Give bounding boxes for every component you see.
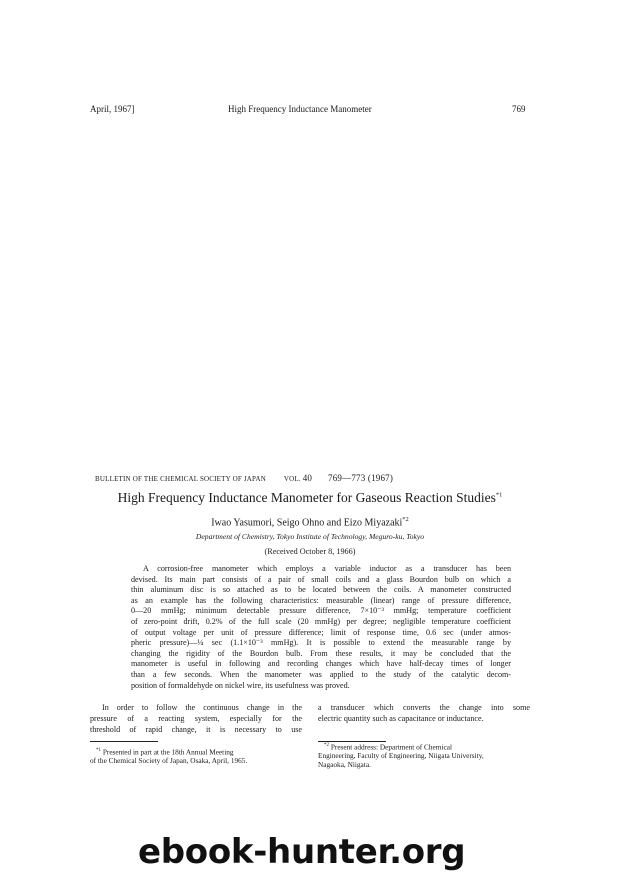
footnote-text: Presented in part at the 18th Annual Meeting [102, 747, 234, 757]
running-header-date: April, 1967] [90, 104, 135, 114]
body-line: a transducer which converts the change into some [318, 703, 530, 712]
author-footnote-mark: *2 [402, 516, 409, 523]
body-line: threshold of rapid change, it is necessary to use [90, 724, 302, 734]
footnote-line: Nagaoka, Niigata. [318, 760, 371, 770]
abstract-line: pheric pressure)—¼ sec (1.1×10⁻³ mmHg). It is possible to extend the measurable range by [131, 638, 511, 648]
article-title [70, 490, 550, 506]
received-date: (Received October 8, 1966) [264, 547, 356, 556]
page-range: 769—773 (1967) [328, 473, 394, 483]
footnote-1-mark: *1 [96, 748, 101, 753]
body-left-column [90, 703, 302, 735]
body-line: electric quantity such as capacitance or inductance. [318, 713, 484, 723]
footnote-line: Engineering, Faculty of Engineering, Niigata University, [318, 751, 484, 761]
abstract-line: A corrosion-free manometer which employs a variable inductor as a transducer has been [143, 564, 511, 573]
running-header-title: High Frequency Inductance Manometer [228, 104, 372, 114]
footnote-rule-left [90, 741, 158, 742]
watermark-text: ebook-hunter.org [138, 832, 466, 872]
page-number: 769 [512, 104, 526, 114]
footnote-1 [90, 746, 305, 765]
footnote-2-mark: *2 [324, 743, 329, 748]
author-names: Iwao Yasumori, Seigo Ohno and Eizo Miyazaki [211, 517, 403, 529]
abstract-line: position of formaldehyde on nickel wire, its usefulness was proved. [131, 680, 350, 690]
abstract-line: manometer is useful in following and recording changes which have half-decay times of longer [131, 659, 511, 669]
volume-label: VOL. [283, 475, 301, 483]
affiliation: Department of Chemistry, Tokyo Institute of Technology, Meguro-ku, Tokyo [195, 532, 425, 541]
abstract-line: than a few seconds. When the manometer was applied to the study of the catalytic decom- [131, 669, 511, 679]
abstract-line: of zero-point drift, 0.2% of the full scale (20 mmHg) per degree; negligible temperature coefficient [131, 616, 511, 626]
body-line: pressure of a reacting system, especially for the [90, 713, 302, 723]
footnote-text: Present address: Department of Chemical [330, 742, 452, 752]
volume-number: 40 [302, 473, 313, 483]
journal-citation [95, 473, 525, 483]
abstract-line: thin aluminum disc is so attached as to be located between the coils. A manometer constructed [131, 585, 511, 595]
body-line: In order to follow the continuous change in the [102, 703, 302, 712]
article-title-text: High Frequency Inductance Manometer for Gaseous Reaction Studies [117, 490, 496, 505]
author-list [70, 516, 550, 528]
footnote-line [318, 741, 533, 751]
footnote-line [90, 746, 305, 756]
abstract-line: changing the rigidity of the Bourdon bulb. From these results, it may be concluded that the [131, 648, 511, 658]
footnote-2 [318, 741, 533, 769]
abstract-line: 0—20 mmHg; minimum detectable pressure difference, 7×10⁻³ mmHg; temperature coefficient [131, 606, 511, 616]
footnote-line: of the Chemical Society of Japan, Osaka, April, 1965. [90, 756, 248, 766]
abstract-line: of output voltage per unit of pressure difference; limit of response time, 0.6 sec (under atmos- [131, 627, 511, 637]
title-footnote-mark: *1 [495, 491, 503, 499]
abstract-line: devised. Its main part consists of a pair of small coils and a glass Bourdon bulb on which a [131, 574, 511, 584]
abstract-line: as an example has the following characteristics: measurable (linear) range of pressure difference, [131, 595, 511, 605]
body-right-column [318, 703, 530, 725]
abstract [131, 564, 511, 691]
journal-name: BULLETIN OF THE CHEMICAL SOCIETY OF JAPAN [95, 475, 267, 483]
